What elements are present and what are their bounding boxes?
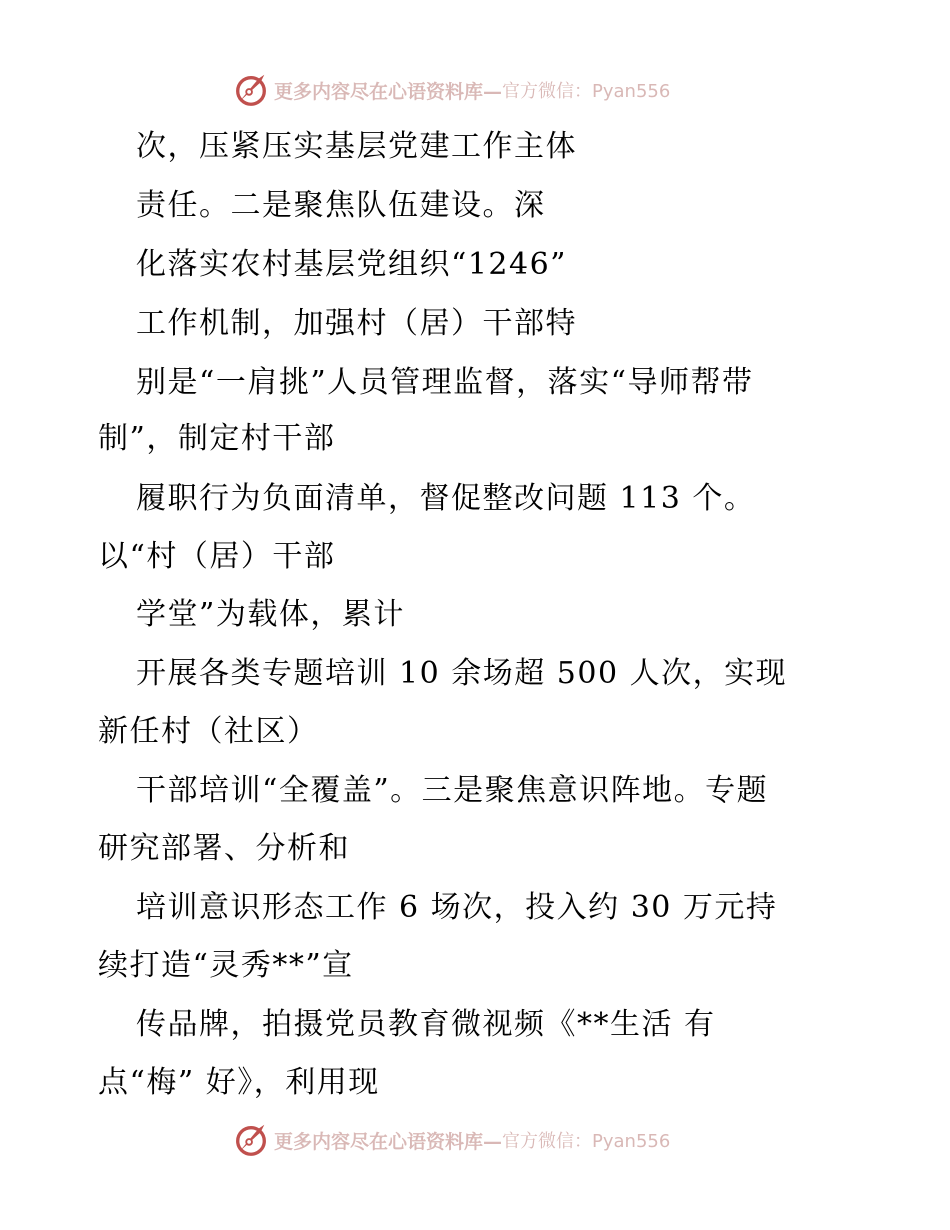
body-line: 次，压紧压实基层党建工作主体 — [136, 129, 577, 164]
body-line: 培训意识形态工作 6 场次，投入约 30 万元持 — [136, 890, 778, 925]
body-line: 新任村（社区） — [98, 714, 319, 749]
watermark-main-text: 更多内容尽在心语资料库— — [274, 80, 503, 103]
body-line: 传品牌，拍摄党员教育微视频《**生活 有 — [136, 1007, 716, 1042]
body-line: 制”，制定村干部 — [98, 421, 336, 456]
body-line: 开展各类专题培训 10 余场超 500 人次，实现 — [136, 656, 788, 691]
watermark-contact-text: 官方微信：Pyan556 — [502, 1131, 671, 1152]
body-line: 学堂”为载体，累计 — [136, 597, 405, 632]
body-line: 别是“一肩挑”人员管理监督，落实“导师帮带 — [136, 365, 754, 400]
footer-watermark — [232, 1120, 670, 1160]
body-line: 责任。二是聚焦队伍建设。深 — [136, 188, 546, 223]
body-line: 工作机制，加强村（居）干部特 — [136, 306, 577, 341]
watermark-main-text: 更多内容尽在心语资料库— — [274, 1130, 503, 1153]
watermark-contact-text: 官方微信：Pyan556 — [502, 81, 671, 102]
quill-logo-icon — [232, 71, 270, 109]
body-line: 以“村（居）干部 — [98, 539, 336, 574]
body-line: 研究部署、分析和 — [98, 831, 350, 866]
header-watermark — [232, 70, 670, 110]
body-line: 化落实农村基层党组织“1246” — [136, 247, 568, 282]
quill-logo-icon — [232, 1121, 270, 1159]
body-line: 续打造“灵秀**”宣 — [98, 948, 354, 983]
body-line: 干部培训“全覆盖”。三是聚焦意识阵地。专题 — [136, 773, 769, 808]
body-line: 履职行为负面清单，督促整改问题 113 个。 — [136, 481, 756, 516]
body-line: 点“梅” 好》，利用现 — [98, 1065, 380, 1100]
